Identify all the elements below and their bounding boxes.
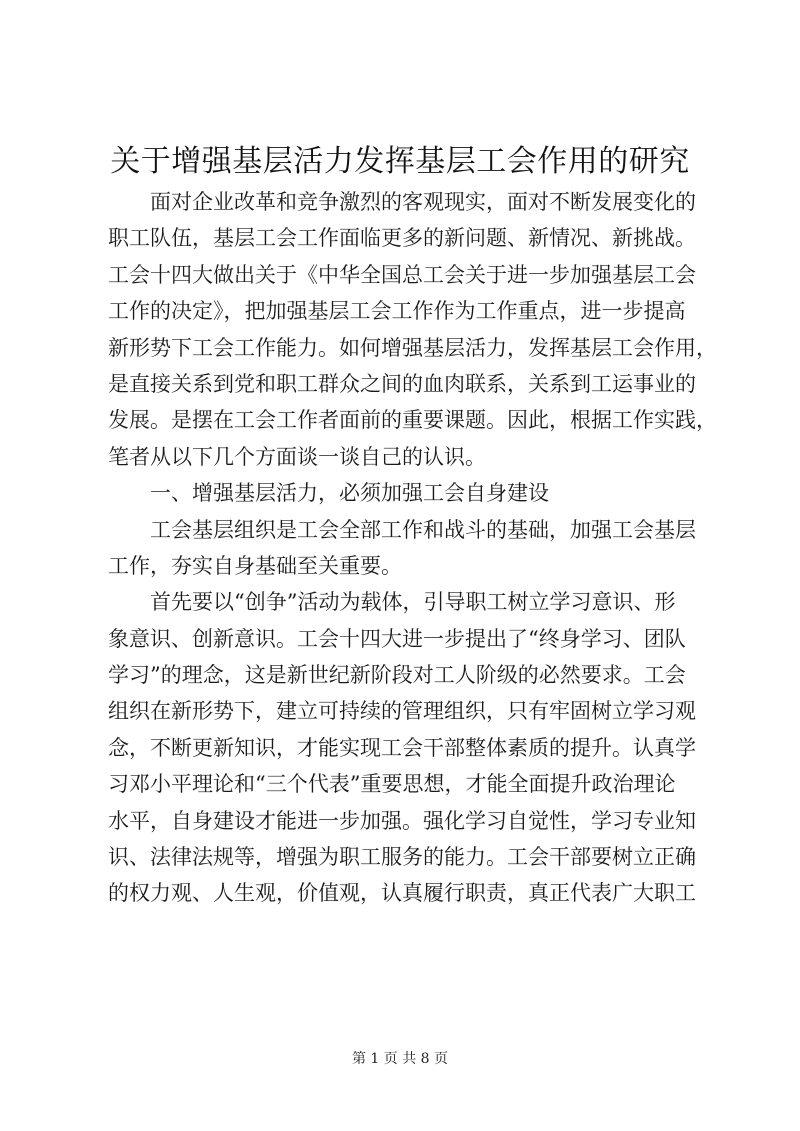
text-line: 发展。是摆在工会工作者面前的重要课题。因此，根据工作实践， xyxy=(108,408,717,433)
text-line: 首先要以“创争”活动为载体，引导职工树立学习意识、形 xyxy=(108,590,676,615)
text-line: 识、法律法规等，增强为职工服务的能力。工会干部要树立正确 xyxy=(108,845,696,870)
text-line: 习邓小平理论和“三个代表”重要思想，才能全面提升政治理论 xyxy=(108,772,676,797)
text-line: 职工队伍，基层工会工作面临更多的新问题、新情况、新挑战。 xyxy=(108,226,696,251)
section-heading: 一、增强基层活力，必须加强工会自身建设 xyxy=(108,481,549,506)
text-line: 象意识、创新意识。工会十四大进一步提出了“终身学习、团队 xyxy=(108,626,686,651)
text-line: 念，不断更新知识，才能实现工会干部整体素质的提升。认真学 xyxy=(108,735,696,760)
text-line: 工作的决定》，把加强基层工会工作作为工作重点，进一步提高 xyxy=(108,299,686,324)
text-line: 组织在新形势下，建立可持续的管理组织，只有牢固树立学习观 xyxy=(108,699,696,724)
text-line: 工作，夯实自身基础至关重要。 xyxy=(108,553,402,578)
text-line: 笔者从以下几个方面谈一谈自己的认识。 xyxy=(108,444,486,469)
text-line: 面对企业改革和竞争激烈的客观现实，面对不断发展变化的 xyxy=(108,190,696,214)
text-line: 工会基层组织是工会全部工作和战斗的基础，加强工会基层 xyxy=(108,517,696,542)
page-footer: 第 1 页 共 8 页 xyxy=(351,1051,449,1067)
text-line: 新形势下工会工作能力。如何增强基层活力，发挥基层工会作用， xyxy=(108,335,717,360)
text-line: 是直接关系到党和职工群众之间的血肉联系，关系到工运事业的 xyxy=(108,371,696,396)
text-line: 学习”的理念，这是新世纪新阶段对工人阶级的必然要求。工会 xyxy=(108,663,686,688)
text-line: 水平，自身建设才能进一步加强。强化学习自觉性，学习专业知 xyxy=(108,808,696,833)
text-line: 的权力观、人生观，价值观，认真履行职责，真正代表广大职工 xyxy=(108,881,696,906)
document-body xyxy=(108,184,717,912)
text-line: 工会十四大做出关于《中华全国总工会关于进一步加强基层工会 xyxy=(108,262,696,287)
document-title: 关于增强基层活力发挥基层工会作用的研究 xyxy=(110,144,690,179)
